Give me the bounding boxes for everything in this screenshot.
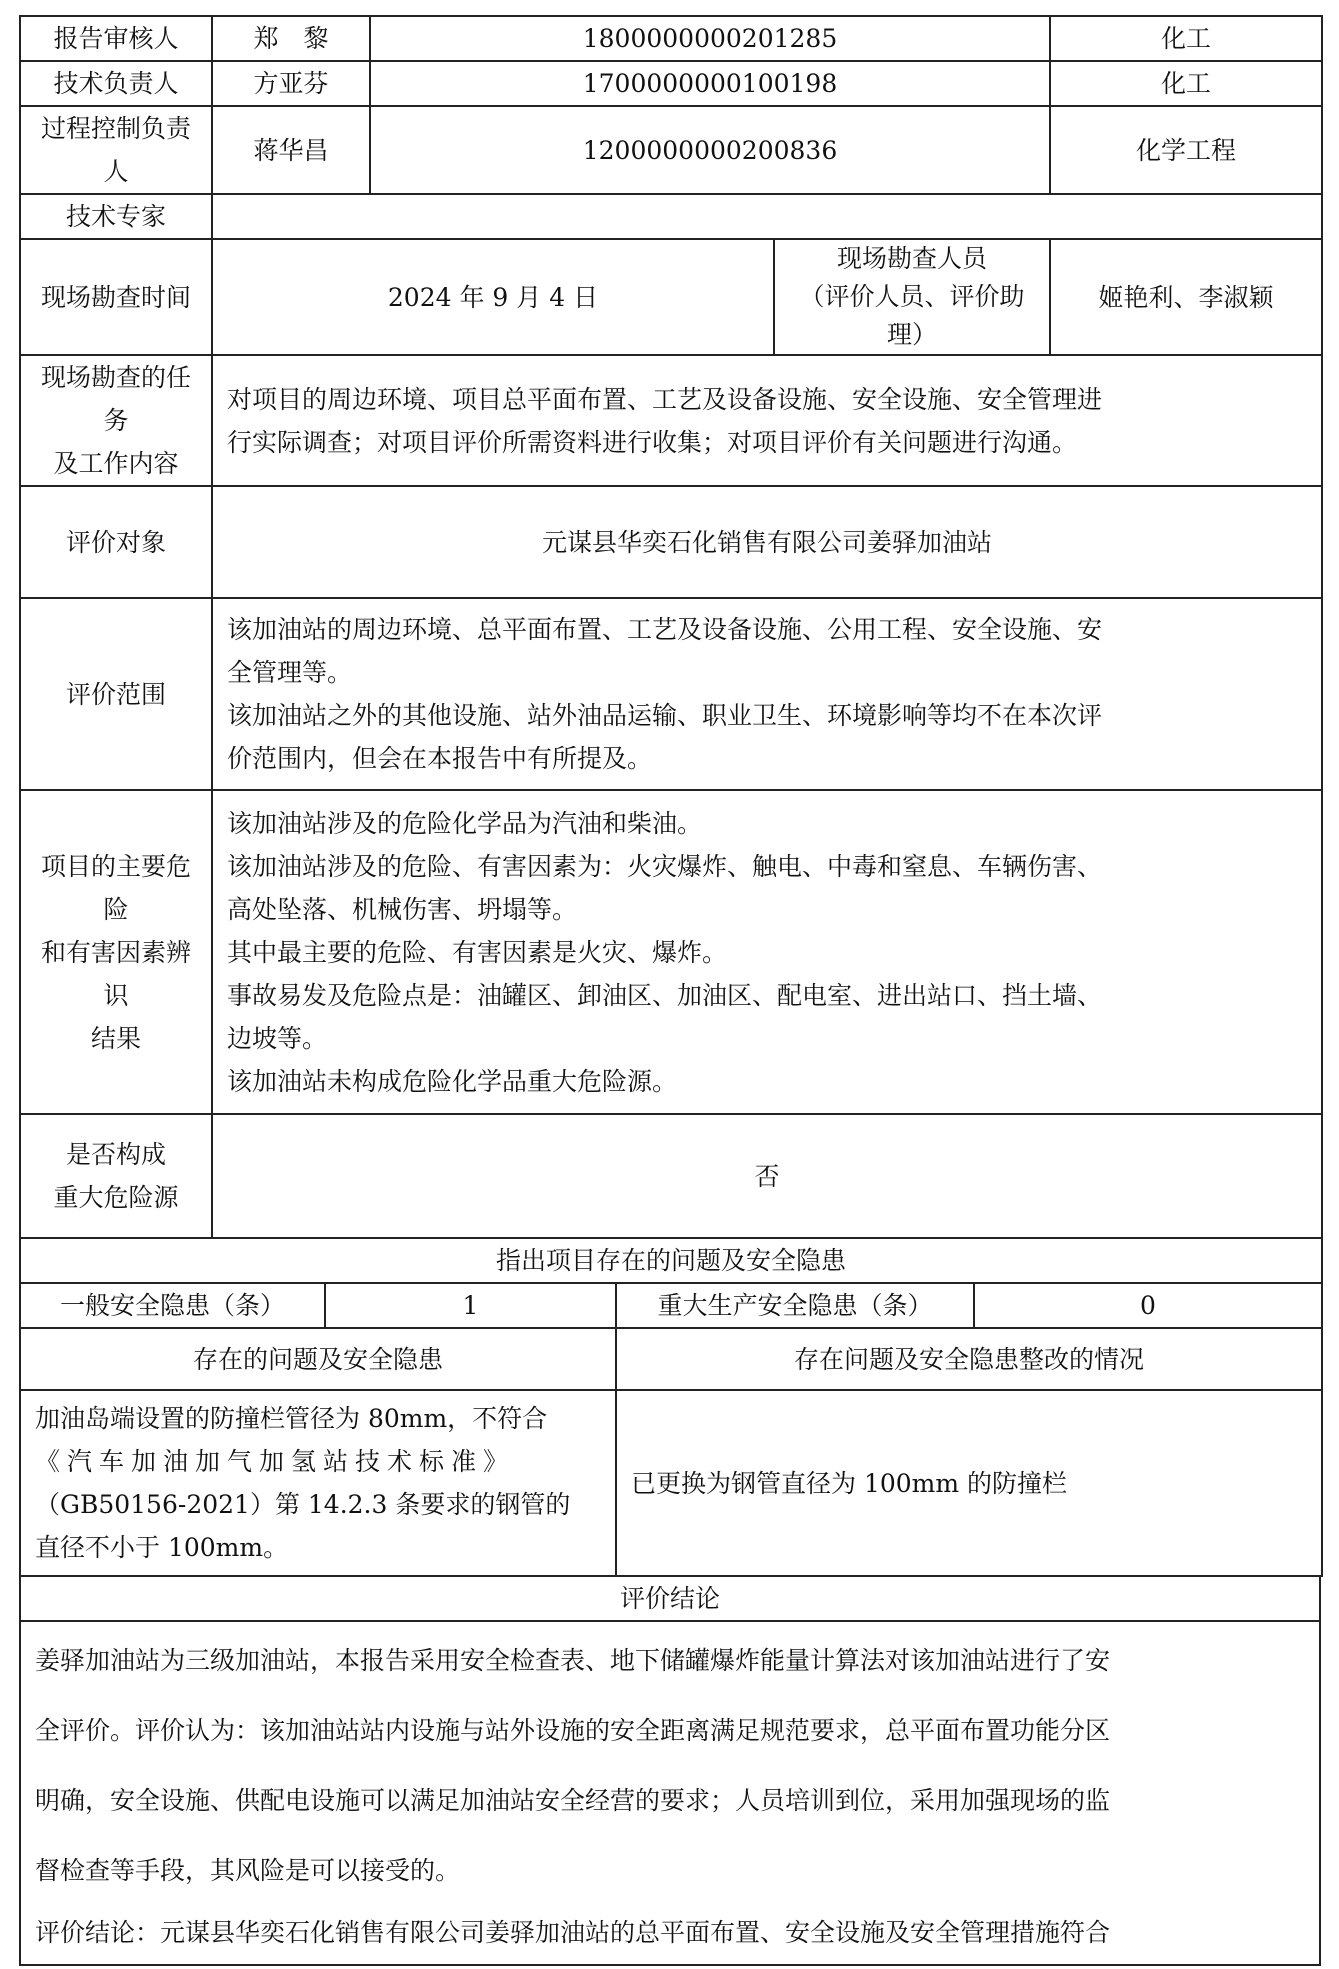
issue-fix: 已更换为钢管直径为 100mm 的防撞栏 (616, 1390, 1322, 1576)
conclusion-body (20, 1621, 1320, 1965)
object-value: 元谋县华奕石化销售有限公司姜驿加油站 (212, 486, 1322, 598)
scope-label: 评价范围 (20, 598, 212, 790)
conclusion-header: 评价结论 (20, 1576, 1320, 1621)
table-row (20, 1114, 1322, 1238)
table-row (20, 598, 1322, 790)
hazards-label-2: 和有害因素辨识 (40, 937, 191, 1010)
hazards-label (20, 790, 212, 1114)
survey-people-label-2: （评价人员、评价助理） (799, 282, 1025, 349)
id-cell: 1200000000200836 (370, 106, 1050, 194)
general-count-value: 1 (325, 1283, 616, 1328)
major-cell: 化工 (1050, 61, 1322, 106)
report-page (19, 15, 1321, 1966)
survey-people-value: 姬艳利、李淑颖 (1050, 239, 1322, 355)
table-row (20, 1328, 1322, 1390)
task-line-2: 行实际调查；对项目评价所需资料进行收集；对项目评价有关问题进行沟通。 (227, 427, 1078, 457)
table-row (20, 1390, 1322, 1576)
conclusion-line: 督检查等手段，其风险是可以接受的。 (35, 1856, 461, 1885)
scope-line: 该加油站的周边环境、总平面布置、工艺及设备设施、公用工程、安全设施、安 (227, 615, 1103, 644)
task-content (212, 355, 1322, 486)
table-row (20, 239, 1322, 355)
conclusion-line: 姜驿加油站为三级加油站，本报告采用安全检查表、地下储罐爆炸能量计算法对该加油站进行了安 (35, 1646, 1111, 1675)
major-source-label-1: 是否构成 (65, 1140, 166, 1169)
table-row (20, 16, 1322, 61)
major-cell: 化学工程 (1050, 106, 1322, 194)
id-cell: 1700000000100198 (370, 61, 1050, 106)
table-row (20, 486, 1322, 598)
name-cell: 蒋华昌 (212, 106, 370, 194)
hazards-line: 高处坠落、机械伤害、坍塌等。 (227, 894, 578, 924)
major-source-value: 否 (212, 1114, 1322, 1238)
table-row (20, 355, 1322, 486)
scope-line: 该加油站之外的其他设施、站外油品运输、职业卫生、环境影响等均不在本次评 (227, 701, 1103, 730)
name-cell: 方亚芬 (212, 61, 370, 106)
task-label (20, 355, 212, 486)
major-count-label: 重大生产安全隐患（条） (616, 1283, 974, 1328)
scope-line: 价范围内，但会在本报告中有所提及。 (227, 744, 653, 773)
issue-problem-line: 直径不小于 100mm。 (35, 1533, 289, 1562)
hazards-line: 该加油站涉及的危险化学品为汽油和柴油。 (227, 808, 703, 838)
issue-problem-line: （GB50156-2021）第 14.2.3 条要求的钢管的 (35, 1490, 571, 1519)
general-count-label: 一般安全隐患（条） (20, 1283, 325, 1328)
table-row (20, 106, 1322, 194)
issue-problem (20, 1390, 616, 1576)
task-line-1: 对项目的周边环境、项目总平面布置、工艺及设备设施、安全设施、安全管理进 (227, 384, 1103, 414)
id-cell: 1800000000201285 (370, 16, 1050, 61)
table-row (20, 61, 1322, 106)
personnel-table (19, 15, 1323, 1239)
issues-detail-table (19, 1327, 1323, 1577)
scope-line: 全管理等。 (227, 658, 353, 687)
hazards-label-1: 项目的主要危险 (40, 851, 191, 924)
issue-problem-line: 《汽车加油加气加氢站技术标准》 (35, 1447, 516, 1476)
survey-time-text: 2024 年 9 月 4 日 (387, 282, 599, 312)
survey-people-label (774, 239, 1050, 355)
table-row (20, 1576, 1320, 1621)
task-label-1: 现场勘查的任务 (40, 363, 191, 435)
major-count-value: 0 (974, 1283, 1322, 1328)
table-row (20, 1238, 1322, 1283)
role-cell: 过程控制负责人 (20, 106, 212, 194)
survey-people-label-1: 现场勘查人员 (836, 244, 987, 273)
major-source-label (20, 1114, 212, 1238)
hazards-line: 边坡等。 (227, 1023, 328, 1053)
role-cell: 技术负责人 (20, 61, 212, 106)
survey-time-value (212, 239, 774, 355)
hazards-line: 事故易发及危险点是：油罐区、卸油区、加油区、配电室、进出站口、挡土墙、 (227, 980, 1103, 1010)
conclusion-line: 全评价。评价认为：该加油站站内设施与站外设施的安全距离满足规范要求，总平面布置功能分区 (35, 1716, 1111, 1745)
issues-col-left: 存在的问题及安全隐患 (20, 1328, 616, 1390)
table-row (20, 1283, 1322, 1328)
scope-content (212, 598, 1322, 790)
issues-table (19, 1237, 1323, 1329)
conclusion-table (19, 1575, 1321, 1966)
name-cell: 郑 黎 (212, 16, 370, 61)
role-cell: 报告审核人 (20, 16, 212, 61)
hazards-line: 该加油站涉及的危险、有害因素为：火灾爆炸、触电、中毒和窒息、车辆伤害、 (227, 851, 1103, 881)
hazards-line: 该加油站未构成危险化学品重大危险源。 (227, 1066, 678, 1096)
conclusion-line: 明确，安全设施、供配电设施可以满足加油站安全经营的要求；人员培训到位，采用加强现场的监 (35, 1786, 1111, 1815)
table-row (20, 194, 1322, 239)
table-row (20, 790, 1322, 1114)
major-cell: 化工 (1050, 16, 1322, 61)
hazards-label-3: 结果 (90, 1023, 141, 1053)
hazards-line: 其中最主要的危险、有害因素是火灾、爆炸。 (227, 937, 728, 967)
conclusion-final: 评价结论：元谋县华奕石化销售有限公司姜驿加油站的总平面布置、安全设施及安全管理措施符合 (35, 1918, 1111, 1947)
issues-col-right: 存在问题及安全隐患整改的情况 (616, 1328, 1322, 1390)
task-label-2: 及工作内容 (53, 449, 179, 478)
hazards-content (212, 790, 1322, 1114)
object-label: 评价对象 (20, 486, 212, 598)
expert-label: 技术专家 (20, 194, 212, 239)
table-row (20, 1621, 1320, 1965)
issue-problem-line: 加油岛端设置的防撞栏管径为 80mm，不符合 (35, 1404, 548, 1433)
issues-header: 指出项目存在的问题及安全隐患 (20, 1238, 1322, 1283)
major-source-label-2: 重大危险源 (53, 1183, 179, 1212)
survey-time-label: 现场勘查时间 (20, 239, 212, 355)
expert-value (212, 194, 1322, 239)
